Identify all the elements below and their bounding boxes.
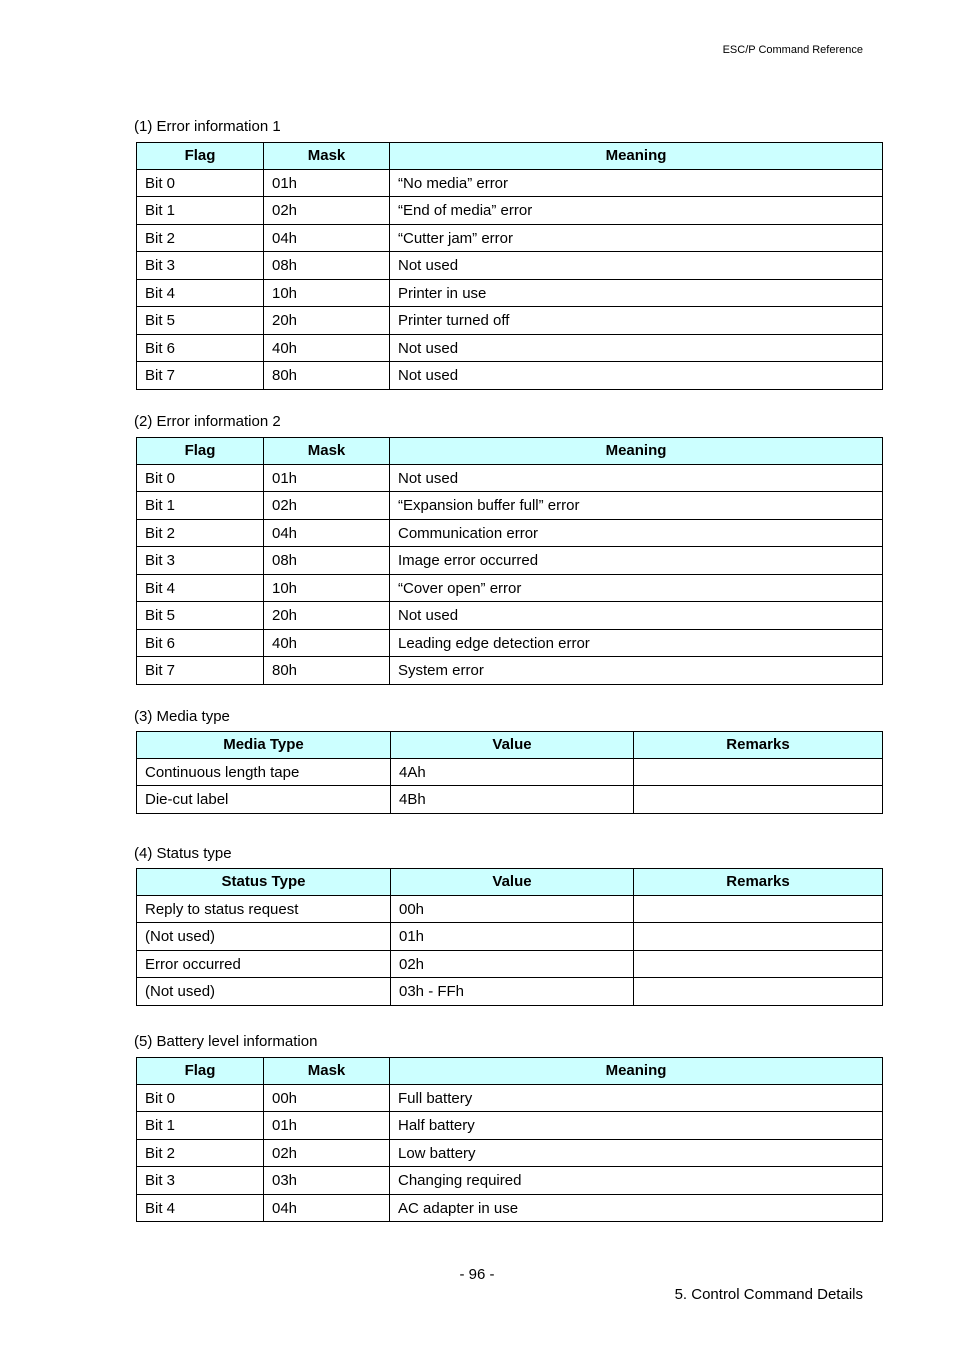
cell-media-type: Die-cut label	[137, 786, 391, 814]
cell-meaning: “Expansion buffer full” error	[390, 492, 883, 520]
column-header-meaning: Meaning	[390, 438, 883, 465]
table-row	[137, 1112, 883, 1140]
column-header-value: Value	[391, 869, 634, 896]
table-row	[137, 978, 883, 1006]
cell-remarks	[634, 895, 883, 923]
cell-mask: 01h	[264, 464, 390, 492]
cell-mask: 10h	[264, 279, 390, 307]
table-error-info-1	[136, 142, 883, 390]
cell-meaning: Not used	[390, 602, 883, 630]
cell-meaning: Not used	[390, 252, 883, 280]
table-row	[137, 657, 883, 685]
cell-mask: 80h	[264, 657, 390, 685]
table-row	[137, 252, 883, 280]
cell-remarks	[634, 758, 883, 786]
cell-mask: 04h	[264, 1194, 390, 1222]
cell-flag: Bit 5	[137, 307, 264, 335]
table-header-row	[137, 732, 883, 759]
cell-status-type: (Not used)	[137, 923, 391, 951]
cell-meaning: Leading edge detection error	[390, 629, 883, 657]
cell-flag: Bit 1	[137, 197, 264, 225]
page-number: - 96 -	[459, 1266, 495, 1283]
cell-meaning: Communication error	[390, 519, 883, 547]
table-row	[137, 923, 883, 951]
cell-flag: Bit 4	[137, 279, 264, 307]
cell-flag: Bit 2	[137, 519, 264, 547]
cell-mask: 10h	[264, 574, 390, 602]
cell-flag: Bit 2	[137, 224, 264, 252]
table-row	[137, 758, 883, 786]
table-row	[137, 1194, 883, 1222]
cell-meaning: Image error occurred	[390, 547, 883, 575]
cell-media-type: Continuous length tape	[137, 758, 391, 786]
table-status-type	[136, 868, 883, 1006]
column-header-meaning: Meaning	[390, 143, 883, 170]
column-header-remarks: Remarks	[634, 869, 883, 896]
section-title-error-info-2: (2) Error information 2	[134, 413, 281, 430]
table-battery-level	[136, 1057, 883, 1222]
table-row	[137, 492, 883, 520]
cell-flag: Bit 0	[137, 1084, 264, 1112]
column-header-meaning: Meaning	[390, 1058, 883, 1085]
cell-flag: Bit 5	[137, 602, 264, 630]
section-title-media-type: (3) Media type	[134, 708, 230, 725]
cell-flag: Bit 6	[137, 334, 264, 362]
table-row	[137, 786, 883, 814]
table-row	[137, 169, 883, 197]
cell-meaning: “Cutter jam” error	[390, 224, 883, 252]
table-row	[137, 279, 883, 307]
table-header-row	[137, 143, 883, 170]
cell-flag: Bit 1	[137, 492, 264, 520]
column-header-mask: Mask	[264, 143, 390, 170]
page-header: ESC/P Command Reference	[722, 44, 863, 56]
cell-flag: Bit 0	[137, 169, 264, 197]
cell-mask: 04h	[264, 519, 390, 547]
cell-flag: Bit 1	[137, 1112, 264, 1140]
table-row	[137, 224, 883, 252]
cell-flag: Bit 4	[137, 574, 264, 602]
cell-meaning: Low battery	[390, 1139, 883, 1167]
table-row	[137, 950, 883, 978]
table-row	[137, 895, 883, 923]
table-row	[137, 197, 883, 225]
column-header-flag: Flag	[137, 438, 264, 465]
cell-mask: 02h	[264, 1139, 390, 1167]
cell-meaning: “No media” error	[390, 169, 883, 197]
table-row	[137, 464, 883, 492]
cell-remarks	[634, 923, 883, 951]
chapter-title: 5. Control Command Details	[674, 1286, 863, 1303]
cell-meaning: Printer turned off	[390, 307, 883, 335]
table-row	[137, 334, 883, 362]
table-row	[137, 519, 883, 547]
column-header-value: Value	[391, 732, 634, 759]
table-row	[137, 629, 883, 657]
cell-value: 03h - FFh	[391, 978, 634, 1006]
section-title-battery-level: (5) Battery level information	[134, 1033, 318, 1050]
cell-meaning: Not used	[390, 464, 883, 492]
table-row	[137, 1139, 883, 1167]
table-row	[137, 1084, 883, 1112]
table-row	[137, 574, 883, 602]
column-header-media-type: Media Type	[137, 732, 391, 759]
cell-remarks	[634, 950, 883, 978]
cell-flag: Bit 2	[137, 1139, 264, 1167]
cell-flag: Bit 0	[137, 464, 264, 492]
cell-meaning: “Cover open” error	[390, 574, 883, 602]
section-title-error-info-1: (1) Error information 1	[134, 118, 281, 135]
cell-meaning: Half battery	[390, 1112, 883, 1140]
column-header-remarks: Remarks	[634, 732, 883, 759]
cell-mask: 08h	[264, 252, 390, 280]
cell-meaning: Changing required	[390, 1167, 883, 1195]
cell-mask: 08h	[264, 547, 390, 575]
table-header-row	[137, 438, 883, 465]
cell-mask: 20h	[264, 307, 390, 335]
table-row	[137, 602, 883, 630]
cell-mask: 01h	[264, 1112, 390, 1140]
cell-meaning: Not used	[390, 362, 883, 390]
table-header-row	[137, 1058, 883, 1085]
cell-meaning: System error	[390, 657, 883, 685]
cell-remarks	[634, 786, 883, 814]
cell-status-type: (Not used)	[137, 978, 391, 1006]
cell-meaning: Not used	[390, 334, 883, 362]
cell-mask: 40h	[264, 334, 390, 362]
cell-flag: Bit 3	[137, 547, 264, 575]
table-media-type	[136, 731, 883, 814]
table-error-info-2	[136, 437, 883, 685]
section-title-status-type: (4) Status type	[134, 845, 232, 862]
cell-mask: 04h	[264, 224, 390, 252]
cell-remarks	[634, 978, 883, 1006]
table-row	[137, 307, 883, 335]
table-header-row	[137, 869, 883, 896]
table-row	[137, 362, 883, 390]
cell-mask: 00h	[264, 1084, 390, 1112]
cell-meaning: Full battery	[390, 1084, 883, 1112]
table-row	[137, 1167, 883, 1195]
cell-value: 00h	[391, 895, 634, 923]
cell-value: 4Bh	[391, 786, 634, 814]
cell-meaning: AC adapter in use	[390, 1194, 883, 1222]
cell-flag: Bit 4	[137, 1194, 264, 1222]
cell-mask: 20h	[264, 602, 390, 630]
table-row	[137, 547, 883, 575]
cell-mask: 02h	[264, 197, 390, 225]
cell-flag: Bit 6	[137, 629, 264, 657]
cell-mask: 02h	[264, 492, 390, 520]
cell-flag: Bit 3	[137, 252, 264, 280]
cell-flag: Bit 3	[137, 1167, 264, 1195]
cell-value: 02h	[391, 950, 634, 978]
cell-meaning: “End of media” error	[390, 197, 883, 225]
cell-mask: 03h	[264, 1167, 390, 1195]
cell-mask: 80h	[264, 362, 390, 390]
cell-value: 4Ah	[391, 758, 634, 786]
cell-flag: Bit 7	[137, 657, 264, 685]
column-header-mask: Mask	[264, 1058, 390, 1085]
cell-mask: 01h	[264, 169, 390, 197]
cell-status-type: Reply to status request	[137, 895, 391, 923]
column-header-flag: Flag	[137, 143, 264, 170]
column-header-mask: Mask	[264, 438, 390, 465]
cell-value: 01h	[391, 923, 634, 951]
cell-mask: 40h	[264, 629, 390, 657]
cell-flag: Bit 7	[137, 362, 264, 390]
cell-status-type: Error occurred	[137, 950, 391, 978]
cell-meaning: Printer in use	[390, 279, 883, 307]
column-header-flag: Flag	[137, 1058, 264, 1085]
column-header-status-type: Status Type	[137, 869, 391, 896]
